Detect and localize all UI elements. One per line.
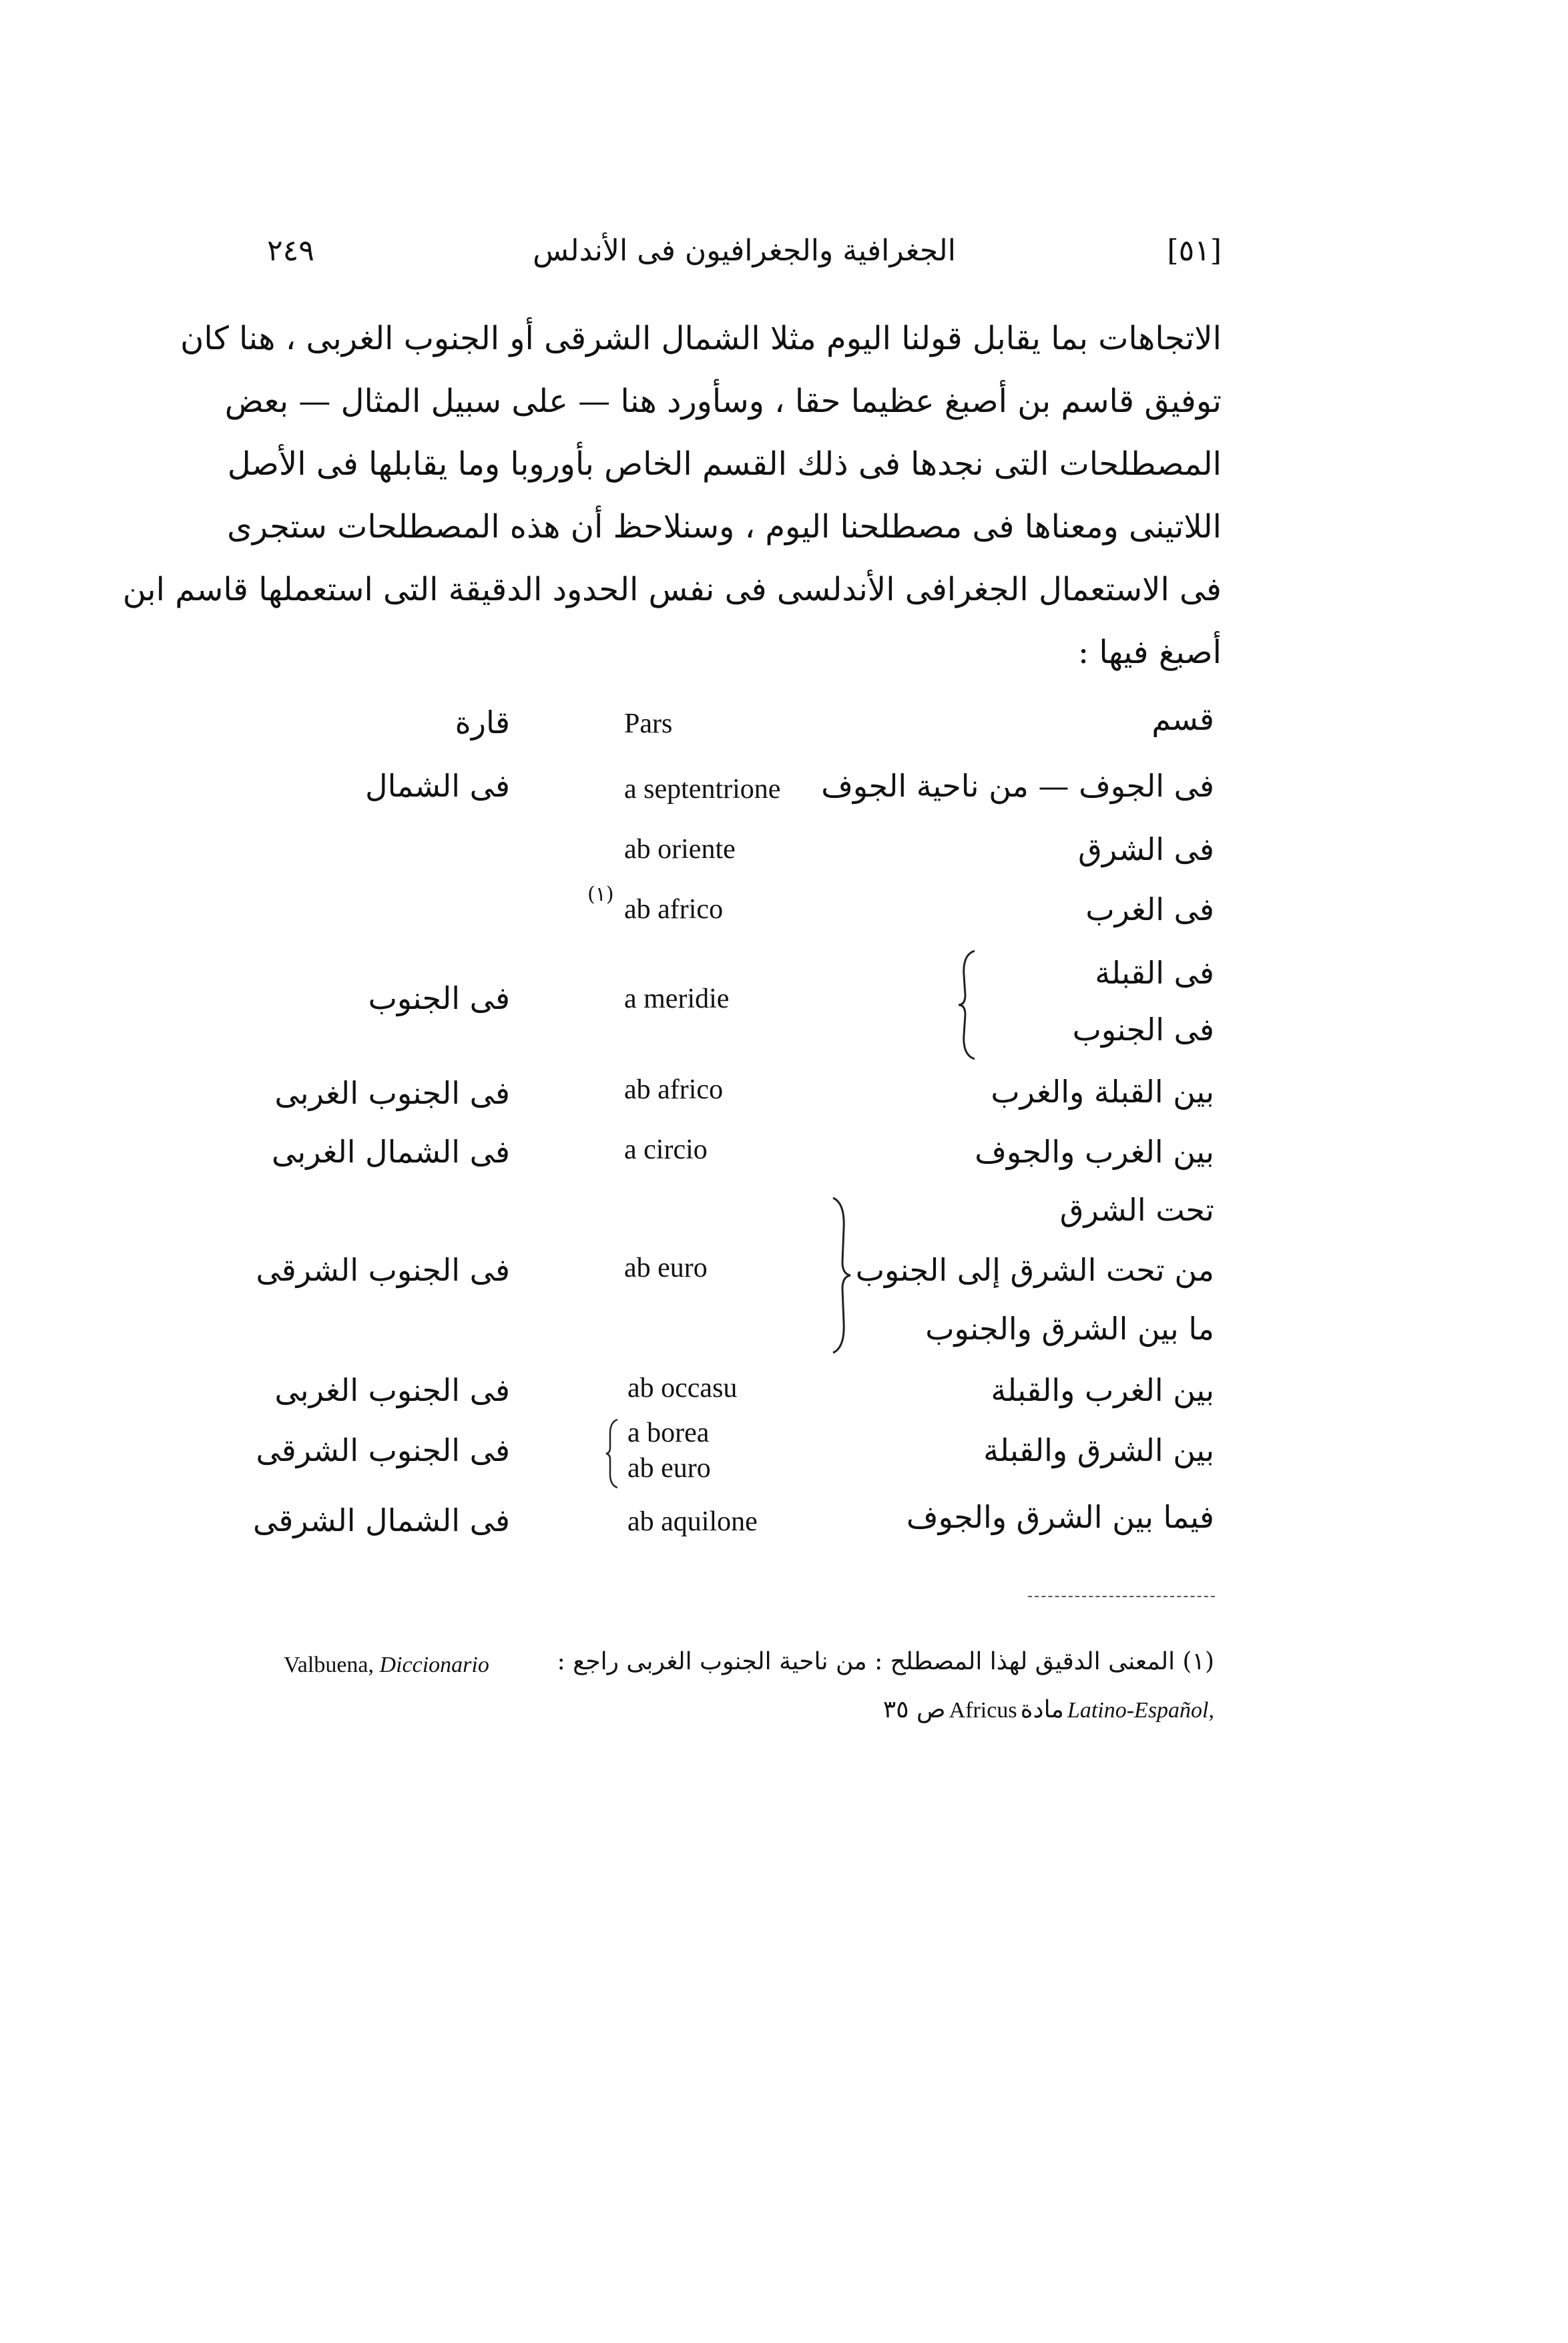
column-header-pars: Pars [624,708,673,739]
brace-icon [828,1195,854,1355]
row-qasim-line: فى القبلة [1095,955,1214,991]
column-header-qasim: قسم [1151,701,1214,737]
brace-icon [956,948,983,1062]
body-paragraph [122,307,1222,684]
paragraph-line: اللاتينى ومعناها فى مصطلحنا اليوم ، وسنلاحظ أن هذه المصطلحات ستجرى [227,508,1222,546]
paragraph-line: توفيق قاسم بن أصبغ عظيما حقا ، وسأورد هنا — على سبيل المثال — بعض [224,383,1222,420]
brace-icon [604,1417,621,1490]
row-qasim: بين الشرق والقبلة [983,1432,1214,1468]
row-pars: ab occasu [627,1373,738,1404]
row-qasim-line: ما بين الشرق والجنوب [925,1311,1214,1347]
footnote-page-ref: ص ٣٥ [882,1696,946,1723]
footnote-line-2 [883,1696,1214,1723]
row-qasim-line: فى الجنوب [1072,1012,1214,1048]
running-title: الجغرافية والجغرافيون فى الأندلس [533,234,956,268]
row-qarra: فى الشمال الغربى [272,1134,510,1170]
row-qasim-line: تحت الشرق [1059,1192,1214,1228]
row-pars: a meridie [624,984,730,1014]
row-qasim: بين القبلة والغرب [991,1074,1214,1110]
footnote-latin-word: Africus [949,1698,1017,1723]
footnote-author: Valbuena, [284,1653,374,1677]
footnote-arabic-word: مادة [1020,1696,1064,1723]
paragraph-line: المصطلحات التى نجدها فى ذلك القسم الخاص بأوروبا وما يقابلها فى الأصل [227,445,1222,483]
row-qasim: فى الجوف — من ناحية الجوف [821,768,1214,804]
row-pars-line: ab euro [627,1453,711,1484]
row-pars: ab africo [624,894,724,925]
row-qarra: فى الجنوب الغربى [274,1075,510,1111]
row-qarra: فى الشمال [365,768,510,804]
footnote-title: Diccionario [379,1653,489,1677]
page-number: ٢٤٩ [267,234,314,268]
row-qarra: فى الجنوب الشرقى [256,1432,510,1468]
row-pars: ab africo [624,1074,724,1105]
row-qasim: بين الغرب والجوف [975,1134,1214,1170]
paragraph-line: أصبغ فيها : [1078,634,1222,671]
row-qasim: بين الغرب والقبلة [991,1372,1214,1408]
footnote-arabic: (١) المعنى الدقيق لهذا المصطلح : من ناحية الجنوب الغربى راجع : [557,1648,1214,1675]
row-qasim: فيما بين الشرق والجوف [906,1499,1214,1535]
row-qarra: فى الشمال الشرقى [253,1502,510,1538]
row-pars-line: a borea [627,1418,710,1448]
row-qasim: فى الغرب [1085,891,1214,927]
paragraph-line: فى الاستعمال الجغرافى الأندلسى فى نفس الحدود الدقيقة التى استعملها قاسم ابن [122,571,1222,608]
row-pars: ab oriente [624,834,736,865]
row-pars: ab aquilone [627,1506,758,1537]
row-pars: a septentrione [624,774,781,805]
column-header-qarra: قارة [455,704,510,740]
row-qarra: فى الجنوب الغربى [274,1372,510,1408]
footnote-latin-title: Latino-Español, [1067,1698,1214,1723]
section-mark: [٥١] [1167,234,1222,268]
row-pars: a circio [624,1134,708,1165]
row-qasim: فى الشرق [1078,831,1214,867]
row-qarra: فى الجنوب الشرقى [256,1252,510,1288]
paragraph-line: الاتجاهات بما يقابل قولنا اليوم مثلا الشمال الشرقى أو الجنوب الغربى ، هنا كان [180,320,1222,357]
footnote-latin-ref [284,1653,489,1678]
row-qasim-line: من تحت الشرق إلى الجنوب [855,1252,1214,1288]
row-pars: ab euro [624,1253,708,1283]
footnote-marker: (١) [587,883,614,906]
row-qarra: فى الجنوب [368,980,510,1016]
footnote-rule [1028,1596,1215,1597]
running-header [267,234,1222,294]
